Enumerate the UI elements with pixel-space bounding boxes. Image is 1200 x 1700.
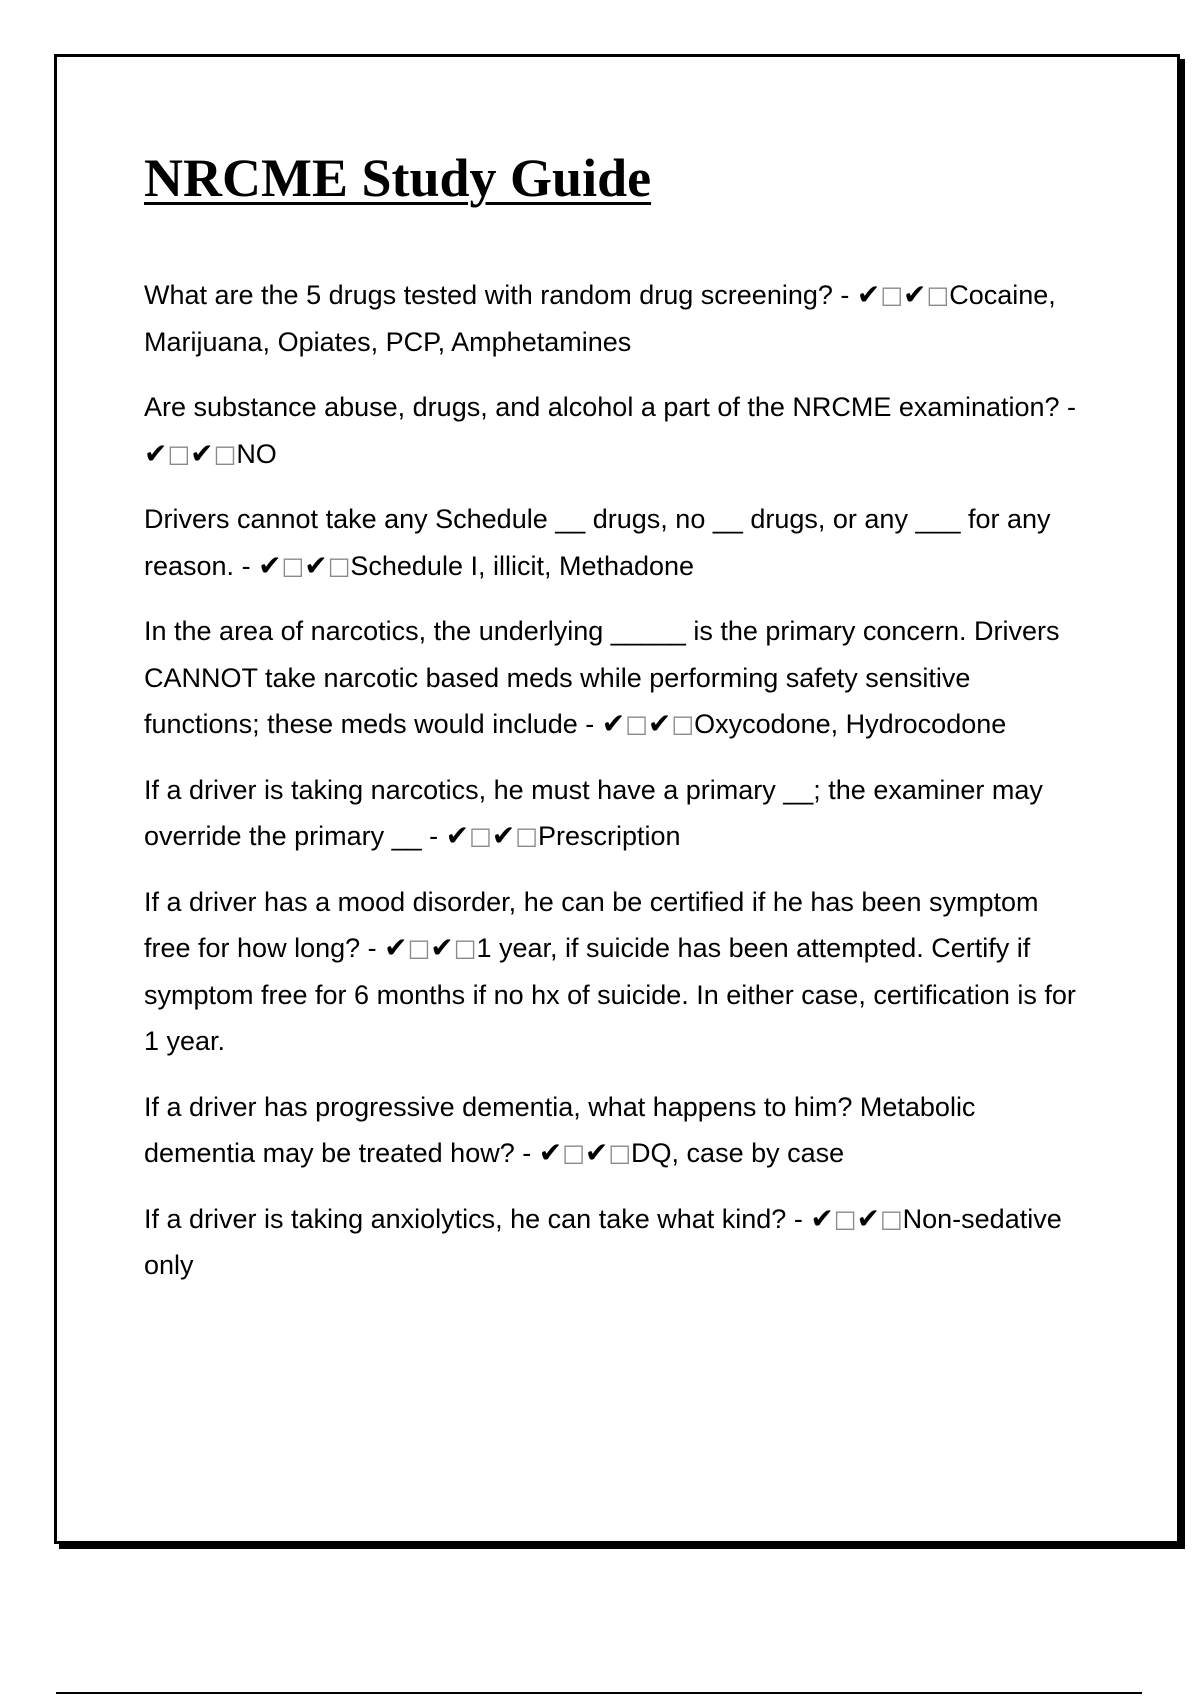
- answer-text: 1 year, if suicide has been attempted. Certify if symptom free for 6 months if no hx of suicide. In either case, certification is for 1 year.: [144, 933, 1076, 1056]
- answer-text: Schedule I, illicit, Methadone: [350, 550, 695, 581]
- question-item: [144, 384, 1084, 477]
- question-item: [144, 608, 1084, 748]
- box-icon: □: [281, 551, 305, 580]
- box-icon: □: [880, 281, 904, 309]
- box-icon: □: [625, 710, 648, 738]
- separator: -: [360, 933, 385, 963]
- box-icon: □: [608, 1139, 632, 1167]
- box-icon: □: [453, 934, 477, 962]
- question-text: If a driver is taking narcotics, he must have a primary __; the examiner may override the primary __: [144, 774, 1043, 851]
- footer-rule: [56, 1692, 1142, 1694]
- check-mark-icon: ✔: [856, 1201, 880, 1235]
- box-icon: □: [926, 281, 950, 309]
- answer-text: NO: [236, 438, 277, 469]
- box-icon: □: [327, 551, 351, 580]
- check-mark-icon: ✔: [144, 436, 168, 470]
- box-icon: □: [879, 1204, 903, 1233]
- separator: -: [786, 1203, 811, 1234]
- box-icon: □: [167, 439, 191, 468]
- separator: -: [832, 280, 857, 310]
- check-mark-icon: ✔: [903, 278, 927, 311]
- box-icon: □: [213, 439, 237, 468]
- separator: -: [514, 1138, 539, 1168]
- question-item: [144, 272, 1084, 365]
- question-text: In the area of narcotics, the underlying _____ is the primary concern. Drivers CANNOT take narcotic based meds while performing safety sensitive functions; these meds would include: [144, 616, 1060, 739]
- check-mark-icon: ✔: [491, 819, 516, 852]
- box-icon: □: [515, 822, 538, 850]
- question-item: [144, 1084, 1084, 1177]
- check-mark-icon: ✔: [258, 548, 282, 582]
- check-mark-icon: ✔: [647, 707, 672, 740]
- answer-text: Oxycodone, Hydrocodone: [694, 709, 1007, 739]
- check-mark-icon: ✔: [601, 707, 626, 740]
- check-mark-icon: ✔: [584, 1136, 609, 1169]
- separator: -: [1059, 392, 1077, 422]
- check-mark-icon: ✔: [304, 548, 328, 582]
- separator: -: [234, 550, 259, 581]
- check-mark-icon: ✔: [538, 1136, 563, 1169]
- question-item: [144, 767, 1084, 860]
- box-icon: □: [469, 822, 492, 850]
- question-text: If a driver has progressive dementia, what happens to him? Metabolic dementia may be treated how?: [144, 1091, 976, 1168]
- check-mark-icon: ✔: [445, 819, 470, 852]
- box-icon: □: [833, 1204, 857, 1233]
- box-icon: □: [407, 934, 431, 962]
- check-mark-icon: ✔: [856, 278, 881, 311]
- question-text: Drivers cannot take any Schedule __ drugs, no __ drugs, or any ___ for any reason.: [144, 504, 1051, 581]
- question-item: [144, 1196, 1084, 1289]
- question-list: [144, 272, 1084, 1308]
- check-mark-icon: ✔: [384, 931, 408, 964]
- separator: -: [421, 821, 446, 851]
- box-icon: □: [671, 710, 695, 738]
- question-text: Are substance abuse, drugs, and alcohol a part of the NRCME examination?: [144, 392, 1060, 422]
- check-mark-icon: ✔: [190, 436, 214, 470]
- question-item: [144, 496, 1084, 589]
- document-title: NRCME Study Guide: [144, 148, 652, 208]
- question-text: If a driver has a mood disorder, he can be certified if he has been symptom free for how long?: [144, 886, 1039, 963]
- question-item: [144, 879, 1084, 1065]
- separator: -: [577, 709, 602, 739]
- box-icon: □: [562, 1139, 585, 1167]
- answer-text: DQ, case by case: [631, 1138, 845, 1168]
- answer-text: Non-sedative only: [144, 1203, 1062, 1280]
- check-mark-icon: ✔: [810, 1201, 834, 1235]
- question-text: What are the 5 drugs tested with random drug screening?: [144, 280, 833, 310]
- check-mark-icon: ✔: [430, 931, 454, 964]
- answer-text: Prescription: [537, 821, 681, 851]
- question-text: If a driver is taking anxiolytics, he can take what kind?: [144, 1203, 787, 1234]
- answer-text: Cocaine, Marijuana, Opiates, PCP, Amphetamines: [144, 280, 1056, 357]
